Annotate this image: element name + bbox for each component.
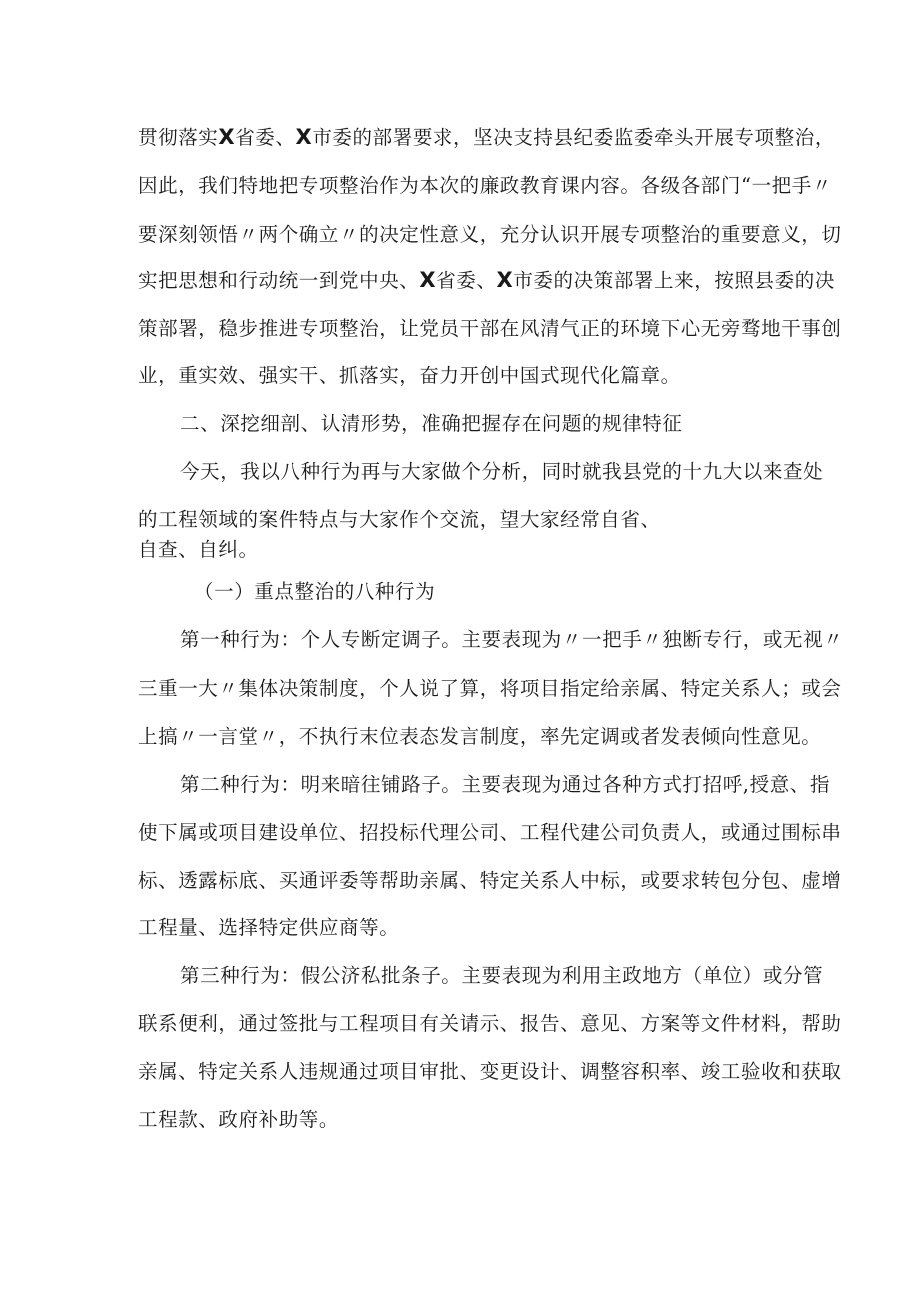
text-run: 省委、 xyxy=(235,126,296,149)
paragraph-1-line-2: 因此，我们特地把专项整治作为本次的廉政教育课内容。各级各部门“一把手〃 xyxy=(138,174,832,197)
paragraph-2-line-1: 今天，我以八种行为再与大家做个分析，同时就我县党的十九大以来查处 xyxy=(180,460,824,483)
behavior-1-line-2: 三重一大〃集体决策制度，个人说了算，将项目指定给亲属、特定关系人；或会 xyxy=(138,677,842,700)
paragraph-2-line-3: 自查、自纠。 xyxy=(138,538,259,561)
behavior-1-line-1: 第一种行为：个人专断定调子。主要表现为〃一把手〃独断专行，或无视〃 xyxy=(180,628,844,651)
paragraph-1-line-1 xyxy=(138,127,835,148)
text-run: 省委、 xyxy=(436,269,497,292)
paragraph-1-line-4 xyxy=(138,270,835,291)
behavior-3-line-4: 工程款、政府补助等。 xyxy=(138,1108,340,1131)
behavior-2-line-4: 工程量、选择特定供应商等。 xyxy=(138,916,400,939)
behavior-2-line-2: 使下属或项目建设单位、招投标代理公司、工程代建公司负责人，或通过围标串 xyxy=(138,821,842,844)
text-run: 实把思想和行动统一到党中央、 xyxy=(138,269,420,292)
behavior-2-line-1: 第二种行为：明来暗往铺路子。主要表现为通过各种方式打招呼,授意、指 xyxy=(180,773,830,796)
behavior-1-line-3: 上搞〃一言堂〃，不执行末位表态发言制度，率先定调或者发表倾向性意见。 xyxy=(138,725,822,748)
paragraph-2-line-2: 的工程领域的案件特点与大家作个交流，望大家经常自省、 xyxy=(138,508,661,531)
paragraph-1-line-5: 策部署，稳步推进专项整治，让党员干部在风清气正的环境下心无旁骛地干事创 xyxy=(138,317,842,340)
text-run: 市委的决策部署上来，按照县委的决 xyxy=(513,269,835,292)
section-heading: 二、深挖细剖、认清形势，准确把握存在问题的规律特征 xyxy=(180,412,683,435)
text-run: 市委的部署要求，坚决支持县纪委监委牵头开展专项整治， xyxy=(312,126,835,149)
behavior-3-line-2: 联系便利，通过签批与工程项目有关请示、报告、意见、方案等文件材料，帮助 xyxy=(138,1012,842,1035)
behavior-3-line-1: 第三种行为：假公济私批条子。主要表现为利用主政地方（单位）或分管 xyxy=(180,964,824,987)
behavior-2-line-3: 标、透露标底、买通评委等帮助亲属、特定关系人中标，或要求转包分包、虚增 xyxy=(138,869,842,892)
province-placeholder: X xyxy=(218,125,236,149)
paragraph-1-line-3: 要深刻领悟〃两个确立〃的决定性意义，充分认识开展专项整治的重要意义，切 xyxy=(138,223,842,246)
province-placeholder: X xyxy=(419,268,437,292)
city-placeholder: X xyxy=(496,268,514,292)
text-run: 贯彻落实 xyxy=(138,126,219,149)
behavior-3-line-3: 亲属、特定关系人违规通过项目审批、变更设计、调整容积率、竣工验收和获取 xyxy=(138,1060,842,1083)
paragraph-1-line-6: 业，重实效、强实干、抓落实，奋力开创中国式现代化篇章。 xyxy=(138,364,681,387)
subsection-heading: （一）重点整治的八种行为 xyxy=(194,580,436,603)
city-placeholder: X xyxy=(295,125,313,149)
